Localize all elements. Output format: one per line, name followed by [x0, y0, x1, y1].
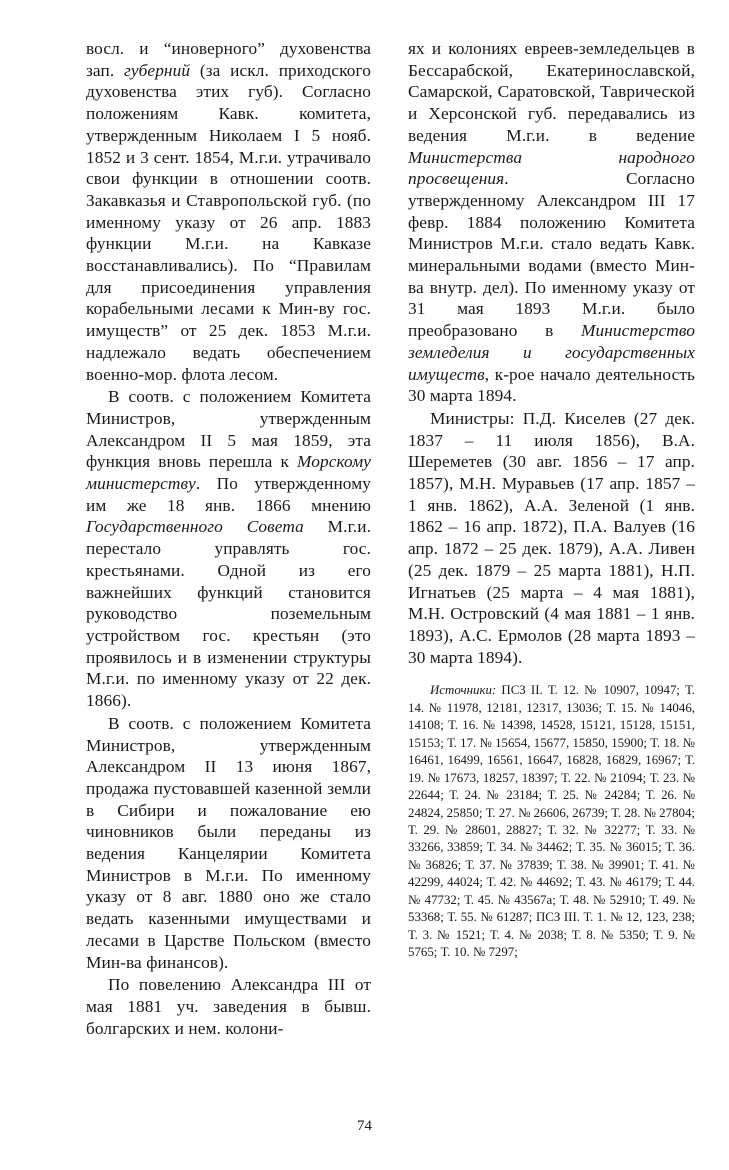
- page-number: 74: [357, 1118, 372, 1134]
- right-column: [408, 38, 695, 962]
- ministers-paragraph: Министры: П.Д. Киселев (27 дек. 1837 – 11 июля 1856), В.А. Шереметев (30 авг. 1856 – 17 апр. 1857), М.Н. Муравьев (17 апр. 1857 – 1 янв. 1862), А.А. Зеленой (1 янв. 1862 – 16 апр. 1872), П.А. Валуев (16 апр. 1872 – 25 дек. 1879), А.А. Ливен (25 дек. 1879 – 25 марта 1881), Н.П. Игнатьев (25 марта – 4 мая 1881), М.Н. Островский (4 мая 1881 – 1 янв. 1893), А.С. Ермолов (28 марта 1893 – 30 марта 1894).: [408, 408, 695, 667]
- left-paragraph-2: В соотв. с положением Комитета Министров, утвержденным Александром II 5 мая 1859, эта функция вновь перешла к Морскому министерству. По утвержденному им же 18 янв. 1866 мнению Государственного Совета М.г.и. перестало управлять гос. крестьянами. Одной из его важнейших функций становится руководство поземельным устройством гос. крестьян (это проявилось и в изменении структуры М.г.и. по именному указу от 22 дек. 1866).: [86, 387, 371, 711]
- sources-paragraph: Источники: ПСЗ II. Т. 12. № 10907, 10947; Т. 14. № 11978, 12181, 12317, 13036; Т. 15. № 14046, 14108; Т. 16. № 14398, 14528, 15121, 15128, 15151, 15153; Т. 17. № 15654, 15677, 15850, 15900; Т. 18. № 16461, 16499, 16561, 16647, 16828, 16829, 16967; Т. 19. № 17673, 18257, 18397; Т. 22. № 21094; Т. 23. № 22644; Т. 24. № 23184; Т. 25. № 24284; Т. 26. № 24824, 25850; Т. 27. № 26606, 26739; Т. 28. № 27804; Т. 29. № 28601, 28827; Т. 32. № 32277; Т. 33. № 33266, 33859; Т. 34. № 34462; Т. 35. № 36015; Т. 36. № 36826; Т. 37. № 37839; Т. 38. № 39901; Т. 41. № 42299, 44024; Т. 42. № 44692; Т. 43. № 46179; Т. 44. № 47732; Т. 45. № 43567а; Т. 48. № 52910; Т. 49. № 53368; Т. 55. № 61287; ПСЗ III. Т. 1. № 12, 123, 238; Т. 3. № 1521; Т. 4. № 2038; Т. 8. № 5350; Т. 9. № 5765; Т. 10. № 7297;: [408, 683, 695, 960]
- sources-label: Источники:: [430, 683, 497, 698]
- left-paragraph-1: восл. и “иноверного” духовенства зап. губерний (за искл. приходского духовенства этих губ). Согласно положениям Кавк. комитета, утвержденным Николаем I 5 нояб. 1852 и 3 сент. 1854, М.г.и. утрачивало свои функции в отношении соотв. Закавказья и Ставропольской губ. (по именному указу от 26 апр. 1883 функции М.г.и. на Кавказе восстанавливались). По “Правилам для присоединения управления корабельными лесами к Мин-ву гос. имуществ” от 25 дек. 1853 М.г.и. надлежало ведать обеспечением военно-мор. флота лесом.: [86, 39, 371, 384]
- left-paragraph-4: По повелению Александра III от мая 1881 уч. заведения в бывш. болгарских и нем. колони-: [86, 975, 371, 1038]
- left-paragraph-3: В соотв. с положением Комитета Министров, утвержденным Александром II 13 июня 1867, продажа пустовавшей казенной земли в Сибири и пожалование ею чиновников были переданы из ведения Канцелярии Комитета Министров в М.г.и. По именному указу от 8 авг. 1880 оно же стало ведать казенными имуществами и лесами в Царстве Польском (вместо Мин-ва финансов).: [86, 713, 371, 972]
- left-column: [86, 38, 371, 1039]
- right-paragraph-1: ях и колониях евреев-земледельцев в Бессарабской, Екатеринославской, Самарской, Саратовской, Таврической и Херсонской губ. передавались из ведения М.г.и. в ведение Министерства народного просвещения. Согласно утвержденному Александром III 17 февр. 1884 положению Комитета Министров М.г.и. стало ведать Кавк. минеральными водами (вместо Мин-ва внутр. дел). По именному указу от 31 мая 1893 М.г.и. было преобразовано в Министерство земледелия и государственных имуществ, к-рое начало деятельность 30 марта 1894.: [408, 39, 695, 406]
